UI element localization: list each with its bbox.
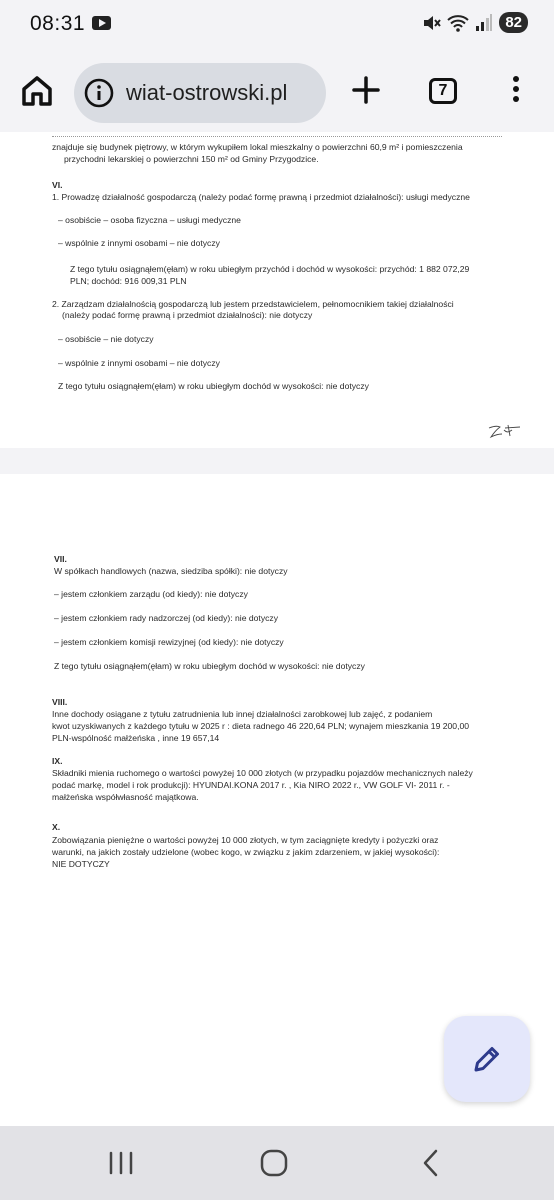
x-line-3: NIE DOTYCZY	[52, 859, 110, 869]
edit-pencil-icon	[471, 1043, 503, 1075]
vi-2-income: Z tego tytułu osiągnąłem(ęłam) w roku ubiegłym dochód w wysokości: nie dotyczy	[58, 381, 369, 391]
intro-line-1: znajduje się budynek piętrowy, w którym wykupiłem lokal mieszkalny o powierzchni 60,9 m² i pomieszczenia	[52, 142, 463, 152]
vii-income: Z tego tytułu osiągnąłem(ęłam) w roku ubiegłym dochód w wysokości: nie dotyczy	[54, 661, 365, 671]
vi-1-income-1: Z tego tytułu osiągnąłem(ęłam) w roku ubiegłym przychód i dochód w wysokości: przychód: 1 882 072,29	[70, 264, 470, 274]
section-x-heading: X.	[52, 822, 61, 832]
page-top-divider	[52, 132, 502, 137]
vii-audit: – jestem członkiem komisji rewizyjnej (od kiedy): nie dotyczy	[54, 637, 284, 647]
edit-button[interactable]	[444, 1016, 530, 1102]
vi-1-personal: – osobiście – osoba fizyczna – usługi medyczne	[58, 215, 241, 225]
viii-line-2: kwot uzyskiwanych z każdego tytułu w 2025 r : dieta radnego 46 220,64 PLN; wynajem mieszkania 19 200,00	[52, 721, 470, 731]
url-text[interactable]: wiat-ostrowski.pl	[126, 80, 288, 105]
system-nav-bar	[0, 1126, 554, 1200]
intro-line-2: przychodni lekarskiej o powierzchni 150 m² od Gminy Przygodzice.	[64, 154, 319, 164]
battery-icon: 82	[499, 12, 528, 33]
vii-supervisory: – jestem członkiem rady nadzorczej (od kiedy): nie dotyczy	[54, 613, 279, 623]
ix-line-2: podać markę, model i rok produkcji): HYUNDAI.KONA 2017 r. , Kia NIRO 2022 r., VW GOLF VI- 2011 r. -	[52, 780, 450, 790]
info-icon[interactable]	[84, 78, 114, 108]
section-vii-heading: VII.	[54, 554, 67, 564]
ix-line-3: małżeńska współwłasność majątkowa.	[52, 792, 199, 802]
browser-toolbar	[0, 58, 554, 130]
home-circle-icon[interactable]	[259, 1148, 289, 1178]
recent-apps-icon[interactable]	[106, 1148, 136, 1178]
status-icons	[421, 12, 528, 33]
section-vi-heading: VI.	[52, 180, 63, 190]
home-icon[interactable]	[20, 74, 54, 108]
more-vert-icon[interactable]	[508, 76, 524, 106]
vi-2-joint: – wspólnie z innymi osobami – nie dotyczy	[58, 358, 220, 368]
vi-1-joint: – wspólnie z innymi osobami – nie dotyczy	[58, 238, 220, 248]
plus-icon[interactable]	[352, 76, 380, 104]
address-bar[interactable]	[74, 63, 326, 123]
x-line-2: warunki, na jakich zostały udzielone (wobec kogo, w związku z jakim zdarzeniem, w jakiej wysokości):	[52, 847, 440, 857]
status-bar	[0, 0, 554, 50]
section-ix-heading: IX.	[52, 756, 63, 766]
status-time: 08:31	[30, 12, 86, 35]
vii-text: W spółkach handlowych (nazwa, siedziba spółki): nie dotyczy	[54, 566, 288, 576]
vi-2-line-1: 2. Zarządzam działalnością gospodarczą lub jestem przedstawicielem, pełnomocnikiem takiej działalności	[52, 299, 454, 309]
section-viii-heading: VIII.	[52, 697, 68, 707]
wifi-icon	[447, 13, 469, 33]
mute-icon	[421, 13, 441, 33]
vii-board: – jestem członkiem zarządu (od kiedy): nie dotyczy	[54, 589, 248, 599]
back-icon[interactable]	[416, 1148, 446, 1178]
vi-1-income-2: PLN; dochód: 916 009,31 PLN	[70, 276, 187, 286]
x-line-1: Zobowiązania pieniężne o wartości powyżej 10 000 złotych, w tym zaciągnięte kredyty i pożyczki oraz	[52, 835, 439, 845]
ix-line-1: Składniki mienia ruchomego o wartości powyżej 10 000 złotych (w przypadku pojazdów mechanicznych należy	[52, 768, 473, 778]
signal-icon	[475, 13, 493, 33]
vi-2-personal: – osobiście – nie dotyczy	[58, 334, 154, 344]
signature-mark	[486, 422, 522, 440]
vi-2-line-2: (należy podać formę prawną i przedmiot działalności): nie dotyczy	[62, 310, 313, 320]
viii-line-3: PLN-wspólność małżeńska , inne 19 657,14	[52, 733, 220, 743]
viii-line-1: Inne dochody osiągane z tytułu zatrudnienia lub innej działalności zarobkowej lub zajęć, z podaniem	[52, 709, 433, 719]
tabs-icon[interactable]: 7	[429, 78, 457, 104]
youtube-icon	[92, 16, 111, 30]
vi-1-text: 1. Prowadzę działalność gospodarczą (należy podać formę prawną i przedmiot działalności): usługi medyczne	[52, 192, 470, 202]
document-page-1	[0, 132, 554, 448]
